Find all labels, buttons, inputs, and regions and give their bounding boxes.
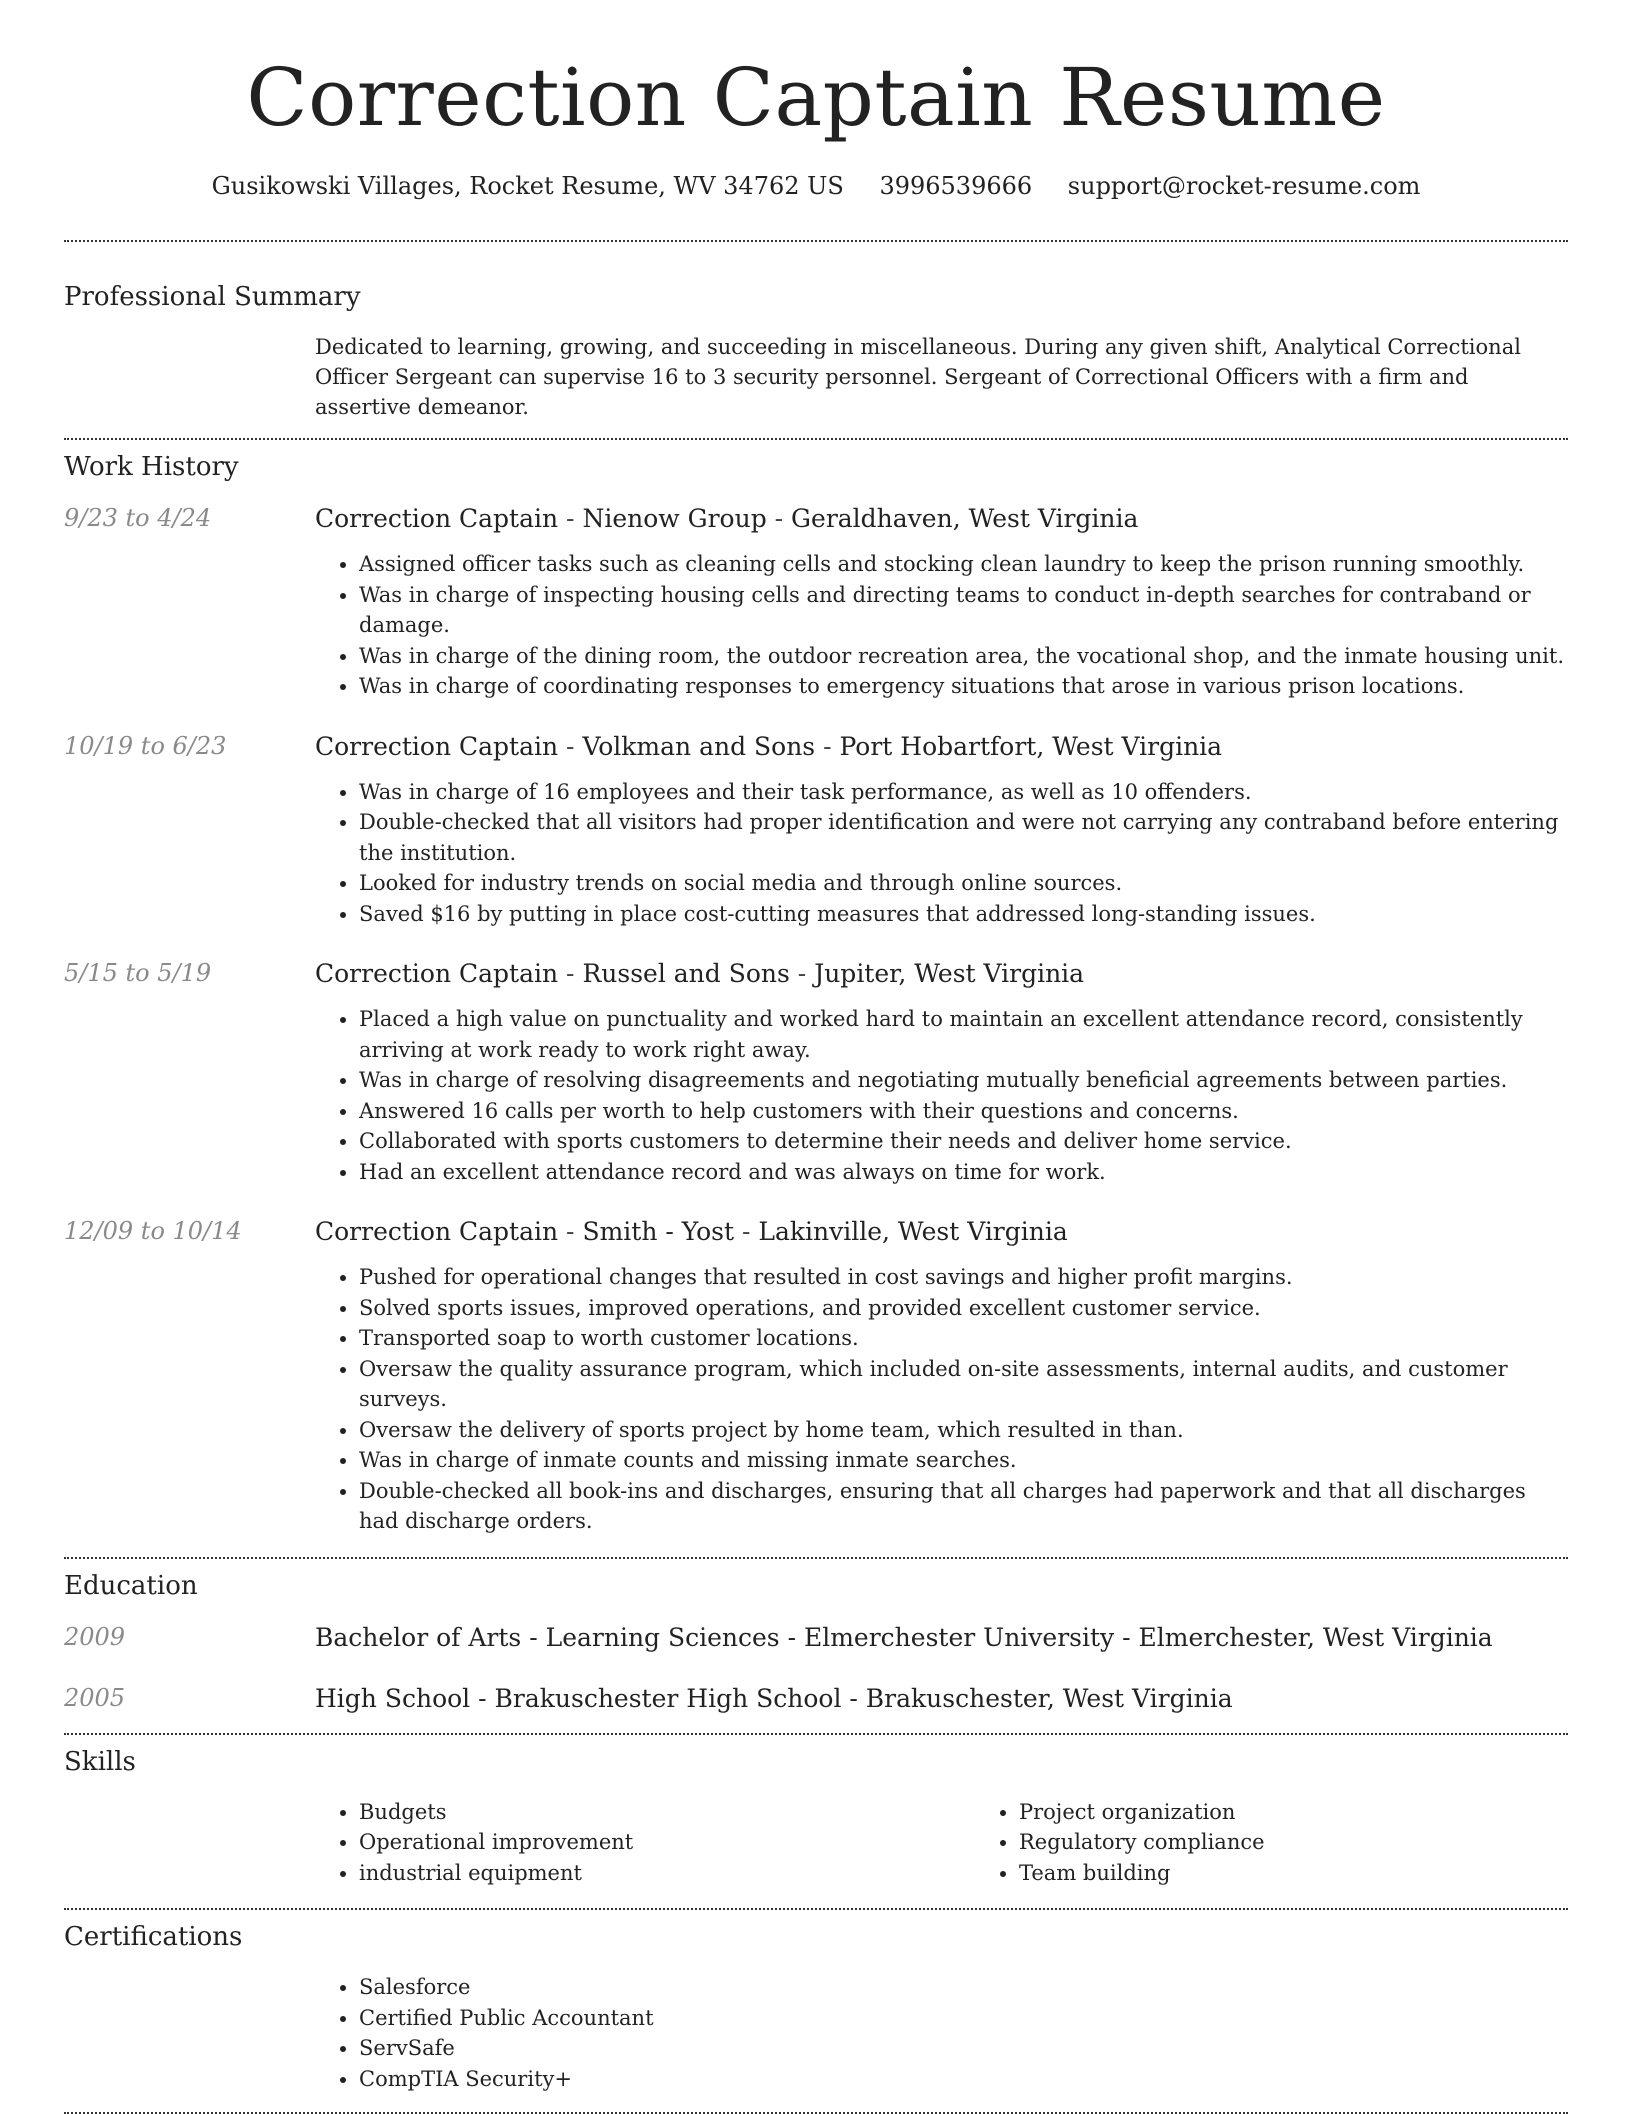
job-company: Nienow Group <box>582 504 767 533</box>
summary-text: Dedicated to learning, growing, and succeeding in miscellaneous. During any given shift, Analytical Correctional Officer Sergeant can supervise 16 to 3 security personnel. Sergeant of Correctional Officers with a firm and assertive demeanor. <box>315 335 1521 419</box>
education-entry <box>64 1684 1568 1713</box>
job-entry <box>64 959 1568 1187</box>
skill-item: • Team building <box>1019 1858 1632 1889</box>
certification-item: • Certified Public Accountant <box>359 2003 1568 2034</box>
job-company: Volkman and Sons <box>582 731 816 761</box>
divider <box>64 438 1568 440</box>
job-location: Geraldhaven, West Virginia <box>791 504 1139 533</box>
job-location: Jupiter, West Virginia <box>814 959 1085 988</box>
contact-address: Gusikowski Villages, Rocket Resume, WV 34762 US <box>211 172 844 200</box>
certification-item: • Salesforce <box>359 1972 1568 2003</box>
job-bullet: • Had an excellent attendance record and was always on time for work. <box>359 1157 1568 1188</box>
job-bullets <box>315 1262 1568 1537</box>
divider <box>64 1557 1568 1559</box>
job-bullet: • Transported soap to worth customer locations. <box>359 1323 1568 1354</box>
education-text: High School - Brakuschester High School - Brakuschester, West Virginia <box>315 1683 1233 1713</box>
job-title: Correction Captain - Russel and Sons - Jupiter, West Virginia <box>315 959 1085 988</box>
job-bullet: • Assigned officer tasks such as cleaning cells and stocking clean laundry to keep the prison running smoothly. <box>359 549 1568 580</box>
contact-phone: 3996539666 <box>879 172 1033 200</box>
job-entry <box>64 1217 1568 1537</box>
job-location: Port Hobartfort, West Virginia <box>839 731 1223 761</box>
divider <box>64 1733 1568 1735</box>
job-bullet: • Was in charge of resolving disagreements and negotiating mutually beneficial agreements between parties. <box>359 1065 1568 1096</box>
job-bullet: • Looked for industry trends on social media and through online sources. <box>359 868 1568 899</box>
certification-item: • CompTIA Security+ <box>359 2064 1568 2095</box>
job-bullet: • Was in charge of 16 employees and their task performance, as well as 10 offenders. <box>359 777 1568 808</box>
job-dates: 12/09 to 10/14 <box>64 1217 242 1245</box>
job-bullet: • Oversaw the delivery of sports project by home team, which resulted in than. <box>359 1415 1568 1446</box>
skills-grid <box>315 1797 1632 1889</box>
job-title: Correction Captain - Volkman and Sons - Port Hobartfort, West Virginia <box>315 731 1223 761</box>
education-year: 2005 <box>64 1683 126 1712</box>
contact-email: support@rocket-resume.com <box>1067 172 1421 200</box>
job-entry <box>64 504 1568 702</box>
job-bullet: • Solved sports issues, improved operations, and provided excellent customer service. <box>359 1293 1568 1324</box>
job-dates: 9/23 to 4/24 <box>64 504 212 532</box>
job-bullet: • Placed a high value on punctuality and worked hard to maintain an excellent attendance record, consistently arriving at work ready to work right away. <box>359 1004 1568 1065</box>
contact-line <box>64 172 1568 200</box>
section-title-certifications: Certifications <box>64 1922 243 1952</box>
resume-page <box>64 0 1568 2114</box>
divider <box>64 240 1568 242</box>
resume-title: Correction Captain Resume <box>246 51 1386 144</box>
job-role: Correction Captain <box>315 1217 559 1246</box>
skills-list-left <box>315 1797 975 1889</box>
section-title-education: Education <box>64 1570 198 1601</box>
section-title-skills: Skills <box>64 1746 136 1777</box>
job-bullet: • Pushed for operational changes that resulted in cost savings and higher profit margins. <box>359 1262 1568 1293</box>
skill-item: • Operational improvement <box>359 1827 975 1858</box>
skill-item: • Budgets <box>359 1797 975 1828</box>
education-entry <box>64 1623 1568 1652</box>
job-bullet: • Oversaw the quality assurance program, which included on-site assessments, internal audits, and customer surveys. <box>359 1354 1568 1415</box>
certifications-list <box>315 1972 1568 2094</box>
job-dates: 5/15 to 5/19 <box>64 959 212 987</box>
certification-item: • ServSafe <box>359 2033 1568 2064</box>
job-entry <box>64 732 1568 930</box>
divider <box>64 1908 1568 1910</box>
section-title-summary: Professional Summary <box>64 282 361 312</box>
job-location: Lakinville, West Virginia <box>758 1217 1068 1246</box>
job-title: Correction Captain - Nienow Group - Geraldhaven, West Virginia <box>315 504 1139 533</box>
job-bullet: • Saved $16 by putting in place cost-cutting measures that addressed long-standing issues. <box>359 899 1568 930</box>
skill-item: • Project organization <box>1019 1797 1632 1828</box>
job-dates: 10/19 to 6/23 <box>64 731 227 760</box>
job-company: Russel and Sons <box>582 959 790 988</box>
section-title-work-history: Work History <box>64 452 239 482</box>
job-bullets <box>315 1004 1568 1187</box>
job-bullet: • Answered 16 calls per worth to help customers with their questions and concerns. <box>359 1096 1568 1127</box>
job-role: Correction Captain <box>315 731 559 761</box>
education-text: Bachelor of Arts - Learning Sciences - Elmerchester University - Elmerchester, West Virginia <box>315 1622 1493 1652</box>
job-bullets <box>315 549 1568 702</box>
education-year: 2009 <box>64 1622 126 1651</box>
job-bullet: • Was in charge of coordinating responses to emergency situations that arose in various prison locations. <box>359 671 1568 702</box>
job-bullet: • Was in charge of the dining room, the outdoor recreation area, the vocational shop, and the inmate housing unit. <box>359 641 1568 672</box>
job-bullet: • Double-checked all book-ins and discharges, ensuring that all charges had paperwork and that all discharges had discharge orders. <box>359 1476 1568 1537</box>
skill-item: • industrial equipment <box>359 1858 975 1889</box>
job-title: Correction Captain - Smith - Yost - Lakinville, West Virginia <box>315 1217 1068 1246</box>
job-bullet: • Collaborated with sports customers to determine their needs and deliver home service. <box>359 1126 1568 1157</box>
skill-item: • Regulatory compliance <box>1019 1827 1632 1858</box>
job-role: Correction Captain <box>315 504 559 533</box>
skills-list-right <box>975 1797 1632 1889</box>
job-role: Correction Captain <box>315 959 559 988</box>
job-bullet: • Was in charge of inspecting housing cells and directing teams to conduct in-depth searches for contraband or damage. <box>359 580 1568 641</box>
job-company: Smith - Yost <box>582 1217 735 1246</box>
job-bullet: • Was in charge of inmate counts and missing inmate searches. <box>359 1445 1568 1476</box>
job-bullet: • Double-checked that all visitors had proper identification and were not carrying any contraband before entering the institution. <box>359 807 1568 868</box>
job-bullets <box>315 777 1568 930</box>
